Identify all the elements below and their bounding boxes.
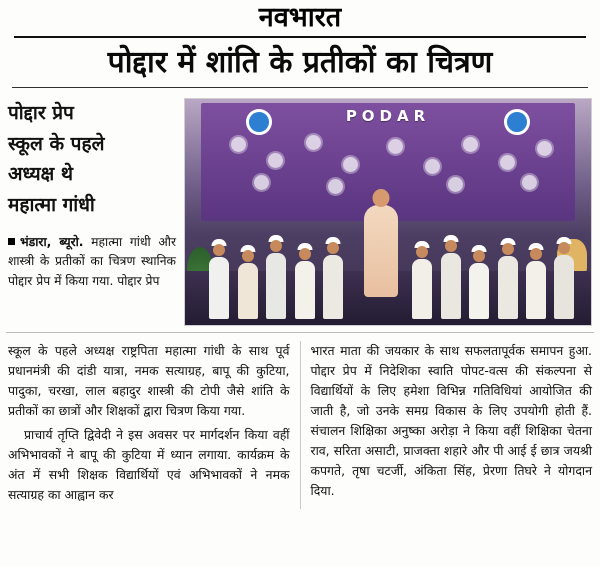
article-photo	[184, 98, 592, 326]
student-figure	[554, 255, 574, 319]
paragraph: स्कूल के पहले अध्यक्ष राष्ट्रपिता महात्मा गांधी के साथ पूर्व प्रधानमंत्री की दांडी यात्रा, नमक सत्याग्रह, बापू की कुटिया, पादुका, चरखा, लाल बहादुर शास्त्री की टोपी जैसे शांति के प्रतीकों का छात्रों और शिक्षकों द्वारा चित्रण किया गया.	[8, 342, 290, 419]
byline-paragraph	[8, 233, 176, 291]
deck-column	[8, 98, 176, 326]
hanging-decorations	[201, 131, 575, 201]
student-figure	[498, 256, 518, 319]
stage-backdrop	[201, 103, 575, 221]
teacher-figure	[364, 205, 398, 297]
deck	[8, 98, 176, 221]
article-body	[6, 332, 594, 514]
student-figure	[323, 255, 343, 319]
student-figure	[526, 261, 546, 319]
bullet-square-icon	[8, 238, 15, 245]
dateline: भंडारा, ब्यूरो.	[20, 234, 84, 249]
byline-text: महात्मा गांधी और शास्त्री के प्रतीकों का चित्रण स्थानिक पोद्दार प्रेप में किया गया. पोद्दार प्रेप	[8, 234, 176, 288]
headline-rule	[12, 87, 588, 88]
deck-line-4: महात्मा गांधी	[8, 194, 95, 217]
deck-line-1: पोद्दार प्रेप	[8, 101, 74, 124]
student-figure	[469, 263, 489, 319]
student-figure	[412, 259, 432, 319]
column-divider	[300, 341, 301, 510]
upper-block	[6, 92, 594, 326]
student-figure	[295, 261, 315, 319]
backdrop-banner-title: PODAR	[345, 107, 431, 126]
paragraph: भारत माता की जयकार के साथ सफलतापूर्वक समापन हुआ. पोद्दार प्रेप में निदेशिका स्वाति पोपट-वत्स की संकल्पना से विद्यार्थियों के लिए हमेशा विभिन्न गतिविधियां आयोजित की जाती है, जो उनके समग्र विकास के लिए उपयोगी होती हैं. संचालन शिक्षिका अनुष्का अरोड़ा ने किया वहीं शिक्षिका चेतना राव, सरिता असाटी, प्राजक्ता शहारे और पी आई ई छात्र जयश्री कपगते, तृषा चटर्जी, अंकिता सिंह, प्रेरणा तिघरे ने योगदान दिया.	[310, 342, 592, 499]
student-figure	[266, 253, 286, 319]
student-figure	[209, 257, 229, 319]
headline-block	[6, 40, 594, 91]
masthead-title: नवभारत	[258, 2, 342, 33]
deck-line-3: अध्यक्ष थे	[8, 163, 74, 186]
paragraph: प्राचार्य तृप्ति द्विवेदी ने इस अवसर पर मार्गदर्शन किया वहीं अभिभावकों ने बापू की कुटिया में ध्यान लगाया. कार्यक्रम के अंत में सभी शिक्षक विद्यार्थियों एवं अभिभावकों ने नमक सत्याग्रह का आह्वान कर	[8, 427, 290, 503]
student-figure	[238, 263, 258, 319]
masthead	[6, 0, 594, 40]
body-column-right	[311, 341, 593, 510]
body-column-left	[8, 341, 290, 510]
page-title: पोद्दार में शांति के प्रतीकों का चित्रण	[107, 45, 493, 81]
deck-line-2: स्कूल के पहले	[8, 132, 105, 155]
masthead-rule	[14, 36, 586, 38]
student-figure	[441, 253, 461, 319]
